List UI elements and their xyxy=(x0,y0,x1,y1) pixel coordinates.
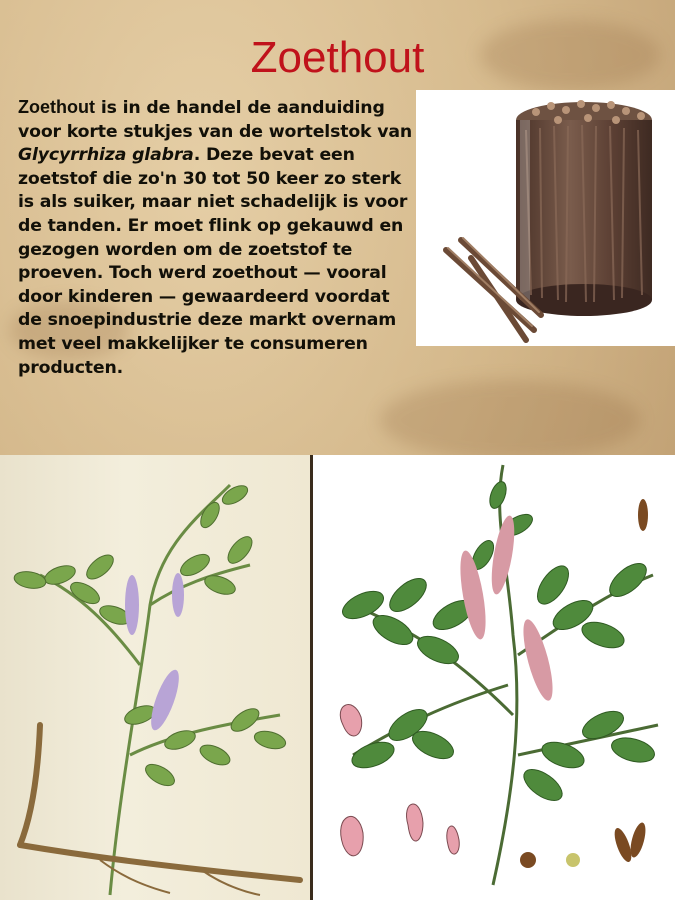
paragraph-text-2: . Deze bevat een zoetstof die zo'n 30 tot 50 keer zo sterk is als suiker, maar niet schadelijk is voor de tanden. Er moet flink op gekauwd en gezogen worden om de zoetstof te proeven. Toch werd zoethout — vooral door kinderen — gewaardeerd voordat de snoepindustrie deze markt overnam met veel makkelijker te consumeren producten. xyxy=(18,145,408,378)
body-paragraph xyxy=(18,96,413,380)
latin-name: Glycyrrhiza glabra xyxy=(18,145,194,166)
paragraph-text-1: is in de handel de aanduiding voor korte stukjes van de wortelstok van xyxy=(18,98,413,142)
paragraph-lead: Zoethout xyxy=(18,97,95,117)
licorice-botanical-plate xyxy=(313,455,675,900)
licorice-plant-drawing xyxy=(0,455,313,900)
paper-stain xyxy=(380,380,640,460)
licorice-botanical-plate-icon xyxy=(313,455,675,900)
licorice-root-jar-icon xyxy=(416,90,675,346)
licorice-jar-photo xyxy=(416,90,675,346)
licorice-plant-drawing-icon xyxy=(0,455,313,900)
slide-title: Zoethout xyxy=(250,33,425,82)
